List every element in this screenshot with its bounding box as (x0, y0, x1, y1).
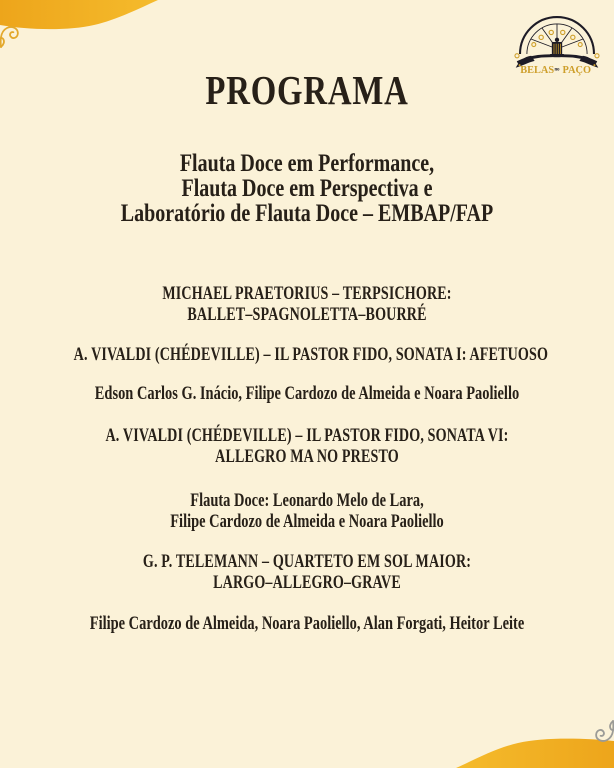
performers-line: Flauta Doce: Leonardo Melo de Lara, (190, 490, 424, 511)
page-title: PROGRAMA (205, 67, 409, 113)
corner-wave-shape (0, 0, 158, 29)
piece-title-line: A. VIVALDI (CHÉDEVILLE) – IL PASTOR FIDO, SONATA VI: (105, 426, 509, 446)
piece-title-line: A. VIVALDI (CHÉDEVILLE) – IL PASTOR FIDO, SONATA I: AFETUOSO (73, 345, 549, 365)
logo-word-paco: PAÇO (562, 64, 592, 76)
event-subtitle (61, 151, 552, 226)
program-piece-praetorius (74, 284, 541, 325)
performers-vivaldi-sonata-6 (74, 490, 541, 532)
program-piece-telemann (74, 552, 541, 593)
logo-word-no: no (554, 67, 560, 73)
performers-line: Filipe Cardozo de Almeida, Noara Paoliello, Alan Forgati, Heitor Leite (89, 613, 525, 634)
piece-title-line: MICHAEL PRAETORIUS – TERPSICHORE: (162, 284, 452, 304)
corner-wave-shape (456, 739, 614, 768)
subtitle-line: Flauta Doce em Performance, (179, 150, 435, 177)
swirl-ornament-top-left-icon (0, 27, 17, 47)
piece-movements-line: BALLET–SPAGNOLETTA–BOURRÉ (187, 304, 427, 325)
logo-word-belas: BELAS (520, 64, 555, 76)
piece-title-line: G. P. TELEMANN – QUARTETO EM SOL MAIOR: (142, 552, 472, 572)
logo-arch-icon (515, 17, 599, 68)
performers-line: Edson Carlos G. Inácio, Filipe Cardozo de Almeida e Noara Paoliello (94, 383, 520, 404)
performers-vivaldi-sonata-1 (74, 383, 541, 404)
performers-telemann (74, 613, 541, 634)
subtitle-line: Flauta Doce em Perspectiva e (181, 175, 433, 202)
performers-line: Filipe Cardozo de Almeida e Noara Paoliello (170, 511, 444, 532)
subtitle-line: Laboratório de Flauta Doce – EMBAP/FAP (120, 200, 494, 227)
program-piece-vivaldi-sonata-1 (73, 345, 549, 366)
piece-movements-line: LARGO–ALLEGRO–GRAVE (213, 572, 401, 593)
corner-wave-bottom-right (434, 718, 614, 768)
swirl-ornament-bottom-right-icon (596, 721, 613, 741)
corner-wave-top-left (0, 0, 180, 50)
piece-movements-line: ALLEGRO MA NO PRESTO (215, 446, 399, 467)
program-piece-vivaldi-sonata-6 (74, 426, 541, 467)
